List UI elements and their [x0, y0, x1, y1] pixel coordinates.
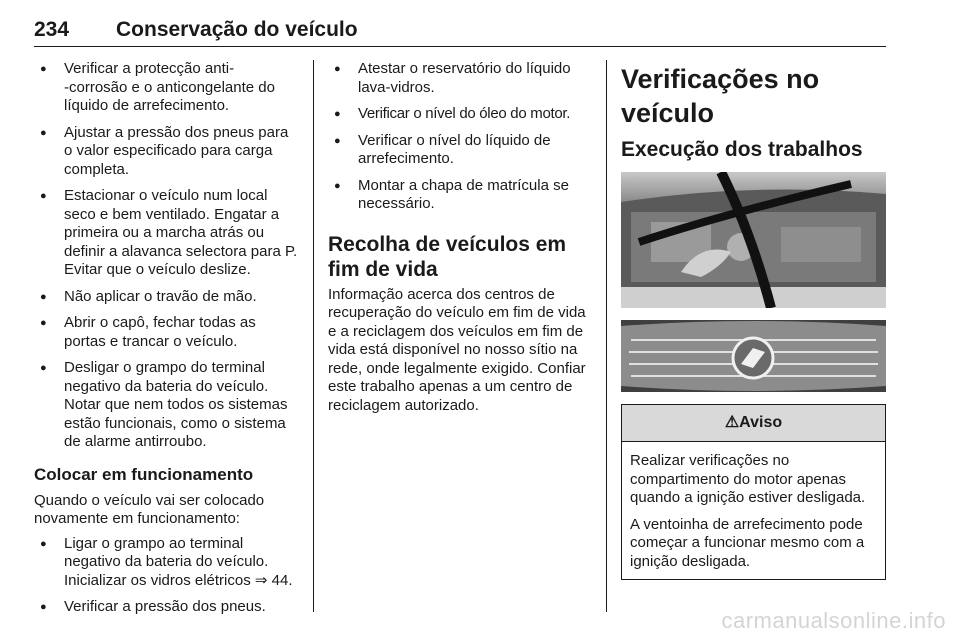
grille-illustration	[621, 320, 886, 392]
list-item-text: Verificar o nível do óleo do motor.	[358, 105, 571, 122]
list-item-text: Abrir o capô, fechar todas as portas e trancar o veículo.	[64, 314, 256, 350]
page-number: 234	[34, 18, 70, 41]
intro-text: Quando o veículo vai ser colocado novamente em funcionamento:	[34, 491, 265, 527]
warning-text: Realizar verificações no compartimento do motor apenas quando a ignição estiver desligada.	[630, 452, 866, 506]
list-item-text: Verificar o nível do líquido de arrefecimento.	[358, 131, 551, 167]
warning-text: A ventoinha de arrefecimento pode começar a funcionar mesmo com a ignição desligada.	[630, 515, 865, 570]
list-item-text: Montar a chapa de matrícula se necessário.	[358, 176, 569, 212]
watermark: carmanualsonline.info	[721, 608, 946, 633]
paragraph: Informação acerca dos centros de recuperação do veículo em fim de vida e a reciclagem dos veículos em fim de vida está disponível no nosso sítio na rede, onde legalmente exigido. Confiar este trabalho apenas a um centro de reciclagem autorizado.	[328, 285, 586, 414]
list-item	[34, 124, 300, 180]
list-item	[34, 288, 300, 307]
list-item	[34, 314, 300, 351]
page-header	[34, 18, 886, 46]
list-item	[34, 359, 300, 452]
warning-icon: ⚠	[724, 414, 740, 431]
engine-bay-illustration	[621, 172, 886, 308]
section-heading: Recolha de veículos em fim de vida	[328, 232, 567, 281]
list-item	[34, 60, 300, 116]
warning-body	[622, 442, 885, 579]
page-title: Conservação do veículo	[116, 18, 358, 41]
column-right	[621, 62, 886, 580]
section-title: Verificações no veículo	[621, 64, 820, 128]
list-item	[34, 598, 300, 617]
list-item	[328, 177, 594, 214]
engine-bay-photo	[621, 172, 886, 308]
grille-photo	[621, 320, 886, 392]
warning-header	[622, 405, 885, 442]
list-item-text: Ajustar a pressão dos pneus para o valor especificado para carga completa.	[64, 123, 289, 178]
subheading: Colocar em funcionamento	[34, 464, 254, 484]
column-middle	[328, 60, 594, 421]
list-item-text: Verificar a protecção anti- -corrosão e o anticongelante do líquido de arrefecimento.	[64, 60, 275, 114]
list-item-text: Verificar a pressão dos pneus.	[64, 598, 266, 615]
column-divider	[313, 60, 314, 612]
section-subtitle: Execução dos trabalhos	[621, 138, 863, 161]
list-item-text: Atestar o reservatório do líquido lava-vidros.	[358, 60, 571, 96]
list-item-text: Desligar o grampo do terminal negativo da bateria do veículo. Notar que nem todos os sistemas estão funcionais, como o sistema de alarme antirroubo.	[64, 359, 288, 450]
list-item-text: Estacionar o veículo num local seco e bem ventilado. Engatar a primeira ou a marcha atrás ou definir a alavanca selectora para P. Evitar que o veículo deslize.	[64, 187, 298, 278]
list-item	[328, 105, 594, 124]
column-divider	[606, 60, 607, 612]
list-item-text: Não aplicar o travão de mão.	[64, 287, 257, 305]
list-item	[328, 132, 594, 169]
header-rule	[34, 46, 886, 47]
list-item	[34, 187, 300, 280]
warning-label: Aviso	[739, 414, 783, 431]
column-left	[34, 60, 300, 625]
list-item-text: Ligar o grampo ao terminal negativo da bateria do veículo. Inicializar os vidros elétricos ⇒ 44.	[64, 534, 293, 589]
warning-box	[621, 404, 886, 580]
list-item	[328, 60, 594, 97]
list-item	[34, 535, 300, 591]
